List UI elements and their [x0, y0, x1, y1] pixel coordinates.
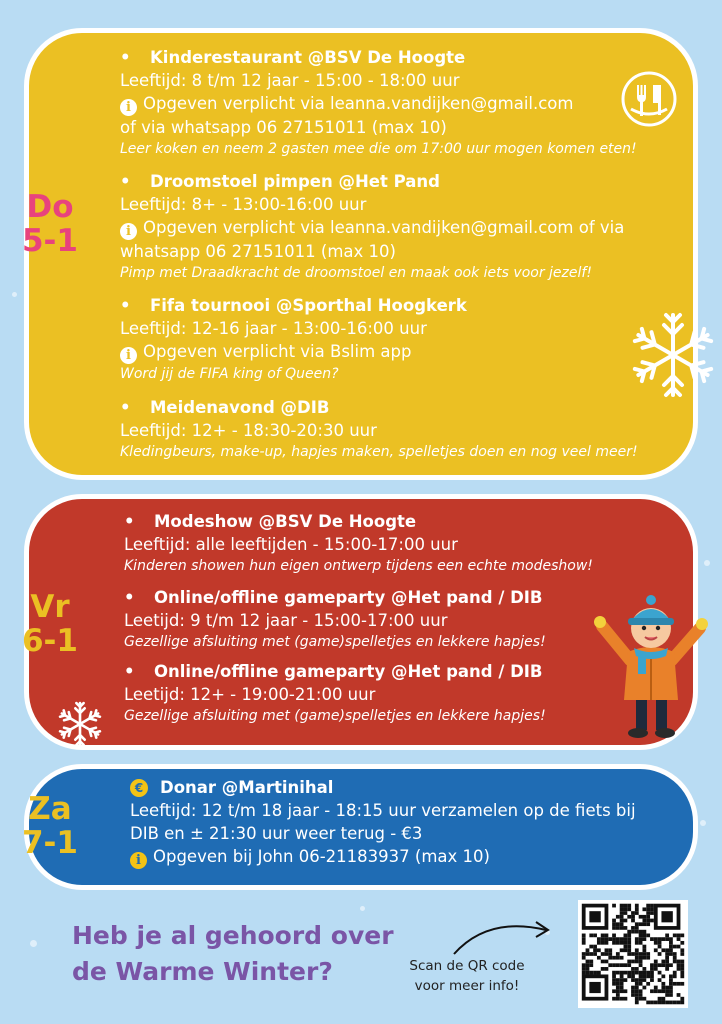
kid-illustration: [590, 590, 712, 742]
snow-dot: [12, 292, 17, 297]
event-signup: [130, 845, 636, 869]
event-title-text: Droomstoel pimpen @Het Pand: [150, 172, 440, 191]
snow-dot: [704, 560, 710, 566]
event-description: Kinderen showen hun eigen ontwerp tijdens een echte modeshow!: [124, 558, 593, 574]
bullet: •: [120, 172, 131, 191]
info-icon: i: [120, 223, 137, 240]
event-description: Kledingbeurs, make-up, hapjes maken, spelletjes doen en nog veel meer!: [120, 444, 638, 460]
bullet: •: [124, 662, 135, 681]
snow-dot: [30, 940, 37, 947]
event-title-text: Fifa tournooi @Sporthal Hoogkerk: [150, 296, 467, 315]
bullet: •: [120, 296, 131, 315]
event-title-text: Kinderestaurant @BSV De Hoogte: [150, 48, 466, 67]
event-title: [130, 776, 636, 799]
event-modeshow: [124, 510, 593, 577]
event-description: Pimp met Draadkracht de droomstoel en maak ook iets voor jezelf!: [120, 265, 592, 281]
event-droomstoel: [120, 170, 624, 284]
event-description: Gezellige afsluiting met (game)spelletjes en lekkere hapjes!: [124, 634, 546, 650]
bullet: •: [124, 588, 135, 607]
snowflake-icon: [57, 701, 103, 747]
signup-text: Opgeven bij John 06-21183937 (max 10): [153, 847, 490, 866]
event-title: [124, 586, 546, 609]
snowflake-icon: [629, 311, 717, 399]
friday-day-label: [14, 590, 86, 658]
event-title-text: Donar @Martinihal: [160, 778, 334, 797]
snow-dot: [360, 906, 365, 911]
event-description: Gezellige afsluiting met (game)spelletjes en lekkere hapjes!: [124, 708, 546, 724]
day-name: Za: [28, 791, 72, 827]
event-age: Leeftijd: 12 t/m 18 jaar - 18:15 uur verzamelen op de fiets bij: [130, 801, 636, 820]
event-title-text: Meidenavond @DIB: [150, 398, 330, 417]
info-icon: i: [130, 852, 147, 869]
signup-text: Opgeven verplicht via Bslim app: [143, 342, 412, 361]
event-age: Leeftijd: 8+ - 13:00-16:00 uur: [120, 195, 367, 214]
day-date: 6-1: [21, 623, 78, 659]
day-name: Vr: [30, 589, 70, 625]
footer-title-line-1: Heb je al gehoord over: [72, 921, 394, 950]
event-title-text: Online/offline gameparty @Het pand / DIB: [154, 588, 543, 607]
snow-dot: [700, 820, 706, 826]
event-title: [120, 170, 624, 193]
day-name: Do: [26, 189, 74, 225]
event-age: Leetijd: 9 t/m 12 jaar - 15:00-17:00 uur: [124, 611, 448, 630]
event-donar: [130, 776, 636, 869]
event-age: Leetijd: 12+ - 19:00-21:00 uur: [124, 685, 376, 704]
day-date: 5-1: [21, 223, 78, 259]
event-title-text: Online/offline gameparty @Het pand / DIB: [154, 662, 543, 681]
thursday-day-label: [14, 190, 86, 258]
info-icon: i: [120, 99, 137, 116]
event-fifa: [120, 294, 467, 385]
event-title-text: Modeshow @BSV De Hoogte: [154, 512, 417, 531]
event-signup: [120, 216, 624, 240]
euro-icon: €: [130, 779, 148, 797]
event-description: Leer koken en neem 2 gasten mee die om 17:00 uur mogen komen eten!: [120, 141, 637, 157]
event-title: [120, 294, 467, 317]
event-age: Leeftijd: 8 t/m 12 jaar - 15:00 - 18:00 uur: [120, 71, 460, 90]
event-gameparty-1: [124, 586, 546, 653]
arrow-icon: [448, 912, 558, 958]
event-title: [124, 660, 546, 683]
footer-title-line-2: de Warme Winter?: [72, 957, 333, 986]
signup-text: Opgeven verplicht via leanna.vandijken@gmail.com of via: [143, 218, 625, 237]
event-age: Leeftijd: alle leeftijden - 15:00-17:00 uur: [124, 535, 458, 554]
scan-line-1: Scan de QR code: [409, 958, 525, 974]
event-title: [124, 510, 593, 533]
bullet: •: [124, 512, 135, 531]
event-signup: [120, 92, 637, 116]
event-age: Leeftijd: 12+ - 18:30-20:30 uur: [120, 421, 377, 440]
event-description: Word jij de FIFA king of Queen?: [120, 366, 339, 382]
qr-code[interactable]: [578, 900, 688, 1008]
event-kinderestaurant: [120, 46, 637, 160]
day-date: 7-1: [21, 825, 78, 861]
event-title: [120, 46, 637, 69]
event-gameparty-2: [124, 660, 546, 727]
scan-instruction: [394, 956, 540, 996]
info-icon: i: [120, 347, 137, 364]
scan-line-2: voor meer info!: [414, 978, 520, 994]
event-signup-cont: whatsapp 06 27151011 (max 10): [120, 242, 396, 261]
saturday-day-label: [14, 792, 86, 860]
event-signup: [120, 340, 467, 364]
event-age-cont: DIB en ± 21:30 uur weer terug - €3: [130, 824, 423, 843]
bullet: •: [120, 398, 131, 417]
footer-title: [72, 918, 394, 990]
event-meidenavond: [120, 396, 638, 463]
event-signup-cont: of via whatsapp 06 27151011 (max 10): [120, 118, 447, 137]
event-age: Leeftijd: 12-16 jaar - 13:00-16:00 uur: [120, 319, 427, 338]
event-title: [120, 396, 638, 419]
bullet: •: [120, 48, 131, 67]
signup-text: Opgeven verplicht via leanna.vandijken@gmail.com: [143, 94, 574, 113]
